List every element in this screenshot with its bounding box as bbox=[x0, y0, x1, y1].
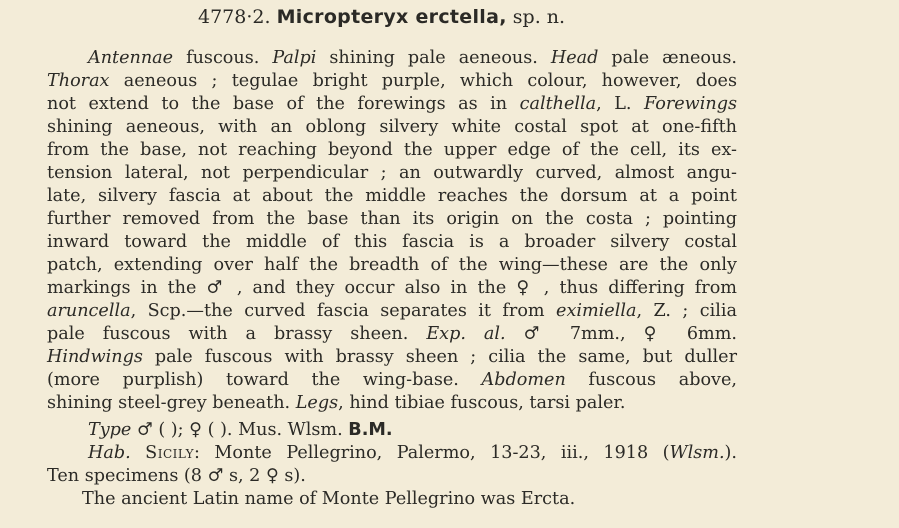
text-line-2: Thorax aeneous ; tegulae bright purple, which colour, however, does bbox=[47, 71, 737, 91]
text-line-11: markings in the ♂ , and they occur also in the ♀ , thus differing from bbox=[47, 278, 737, 298]
text-line-1: Antennae fuscous. Palpi shining pale aeneous. Head pale æneous. bbox=[88, 48, 737, 68]
text-line-5: from the base, not reaching beyond the upper edge of the cell, its ex- bbox=[47, 140, 737, 160]
text-line-16: shining steel-grey beneath. Legs, hind tibiae fuscous, tarsi paler. bbox=[47, 393, 626, 413]
text-line-6: tension lateral, not perpendicular ; an outwardly curved, almost angu- bbox=[47, 163, 737, 183]
text-line-8: further removed from the base than its origin on the costa ; pointing bbox=[47, 209, 737, 229]
text-line-9: inward toward the middle of this fascia is a broader silvery costal bbox=[47, 232, 737, 252]
habitat-line: Hab. Sicily: Monte Pellegrino, Palermo, 13-23, iii., 1918 (Wlsm.). bbox=[88, 443, 737, 463]
text-line-4: shining aeneous, with an oblong silvery white costal spot at one-fifth bbox=[47, 117, 737, 137]
etymology-line: The ancient Latin name of Monte Pellegrino was Ercta. bbox=[82, 489, 576, 509]
species-heading bbox=[198, 6, 565, 28]
text-line-10: patch, extending over half the breadth of the wing—these are the only bbox=[47, 255, 737, 275]
text-line-7: late, silvery fascia at about the middle reaches the dorsum at a point bbox=[47, 186, 737, 206]
text-line-13: pale fuscous with a brassy sheen. Exp. al. ♂ 7mm., ♀ 6mm. bbox=[47, 324, 738, 344]
species-status: sp. n. bbox=[512, 6, 566, 28]
text-line-14: Hindwings pale fuscous with brassy sheen ; cilia the same, but duller bbox=[47, 347, 737, 367]
specimens-line: Ten specimens (8 ♂ s, 2 ♀ s). bbox=[47, 466, 306, 486]
text-line-15: (more purplish) toward the wing-base. Abdomen fuscous above, bbox=[47, 370, 737, 390]
species-number: 4778·2. bbox=[198, 6, 271, 28]
text-line-12: aruncella, Scp.—the curved fascia separates it from eximiella, Z. ; cilia bbox=[47, 301, 737, 321]
text-line-3: not extend to the base of the forewings as in calthella, L. Forewings bbox=[47, 94, 737, 114]
type-line: Type ♂ ( ); ♀ ( ). Mus. Wlsm. B.M. bbox=[88, 420, 393, 440]
species-name: Micropteryx erctella, bbox=[276, 6, 507, 28]
